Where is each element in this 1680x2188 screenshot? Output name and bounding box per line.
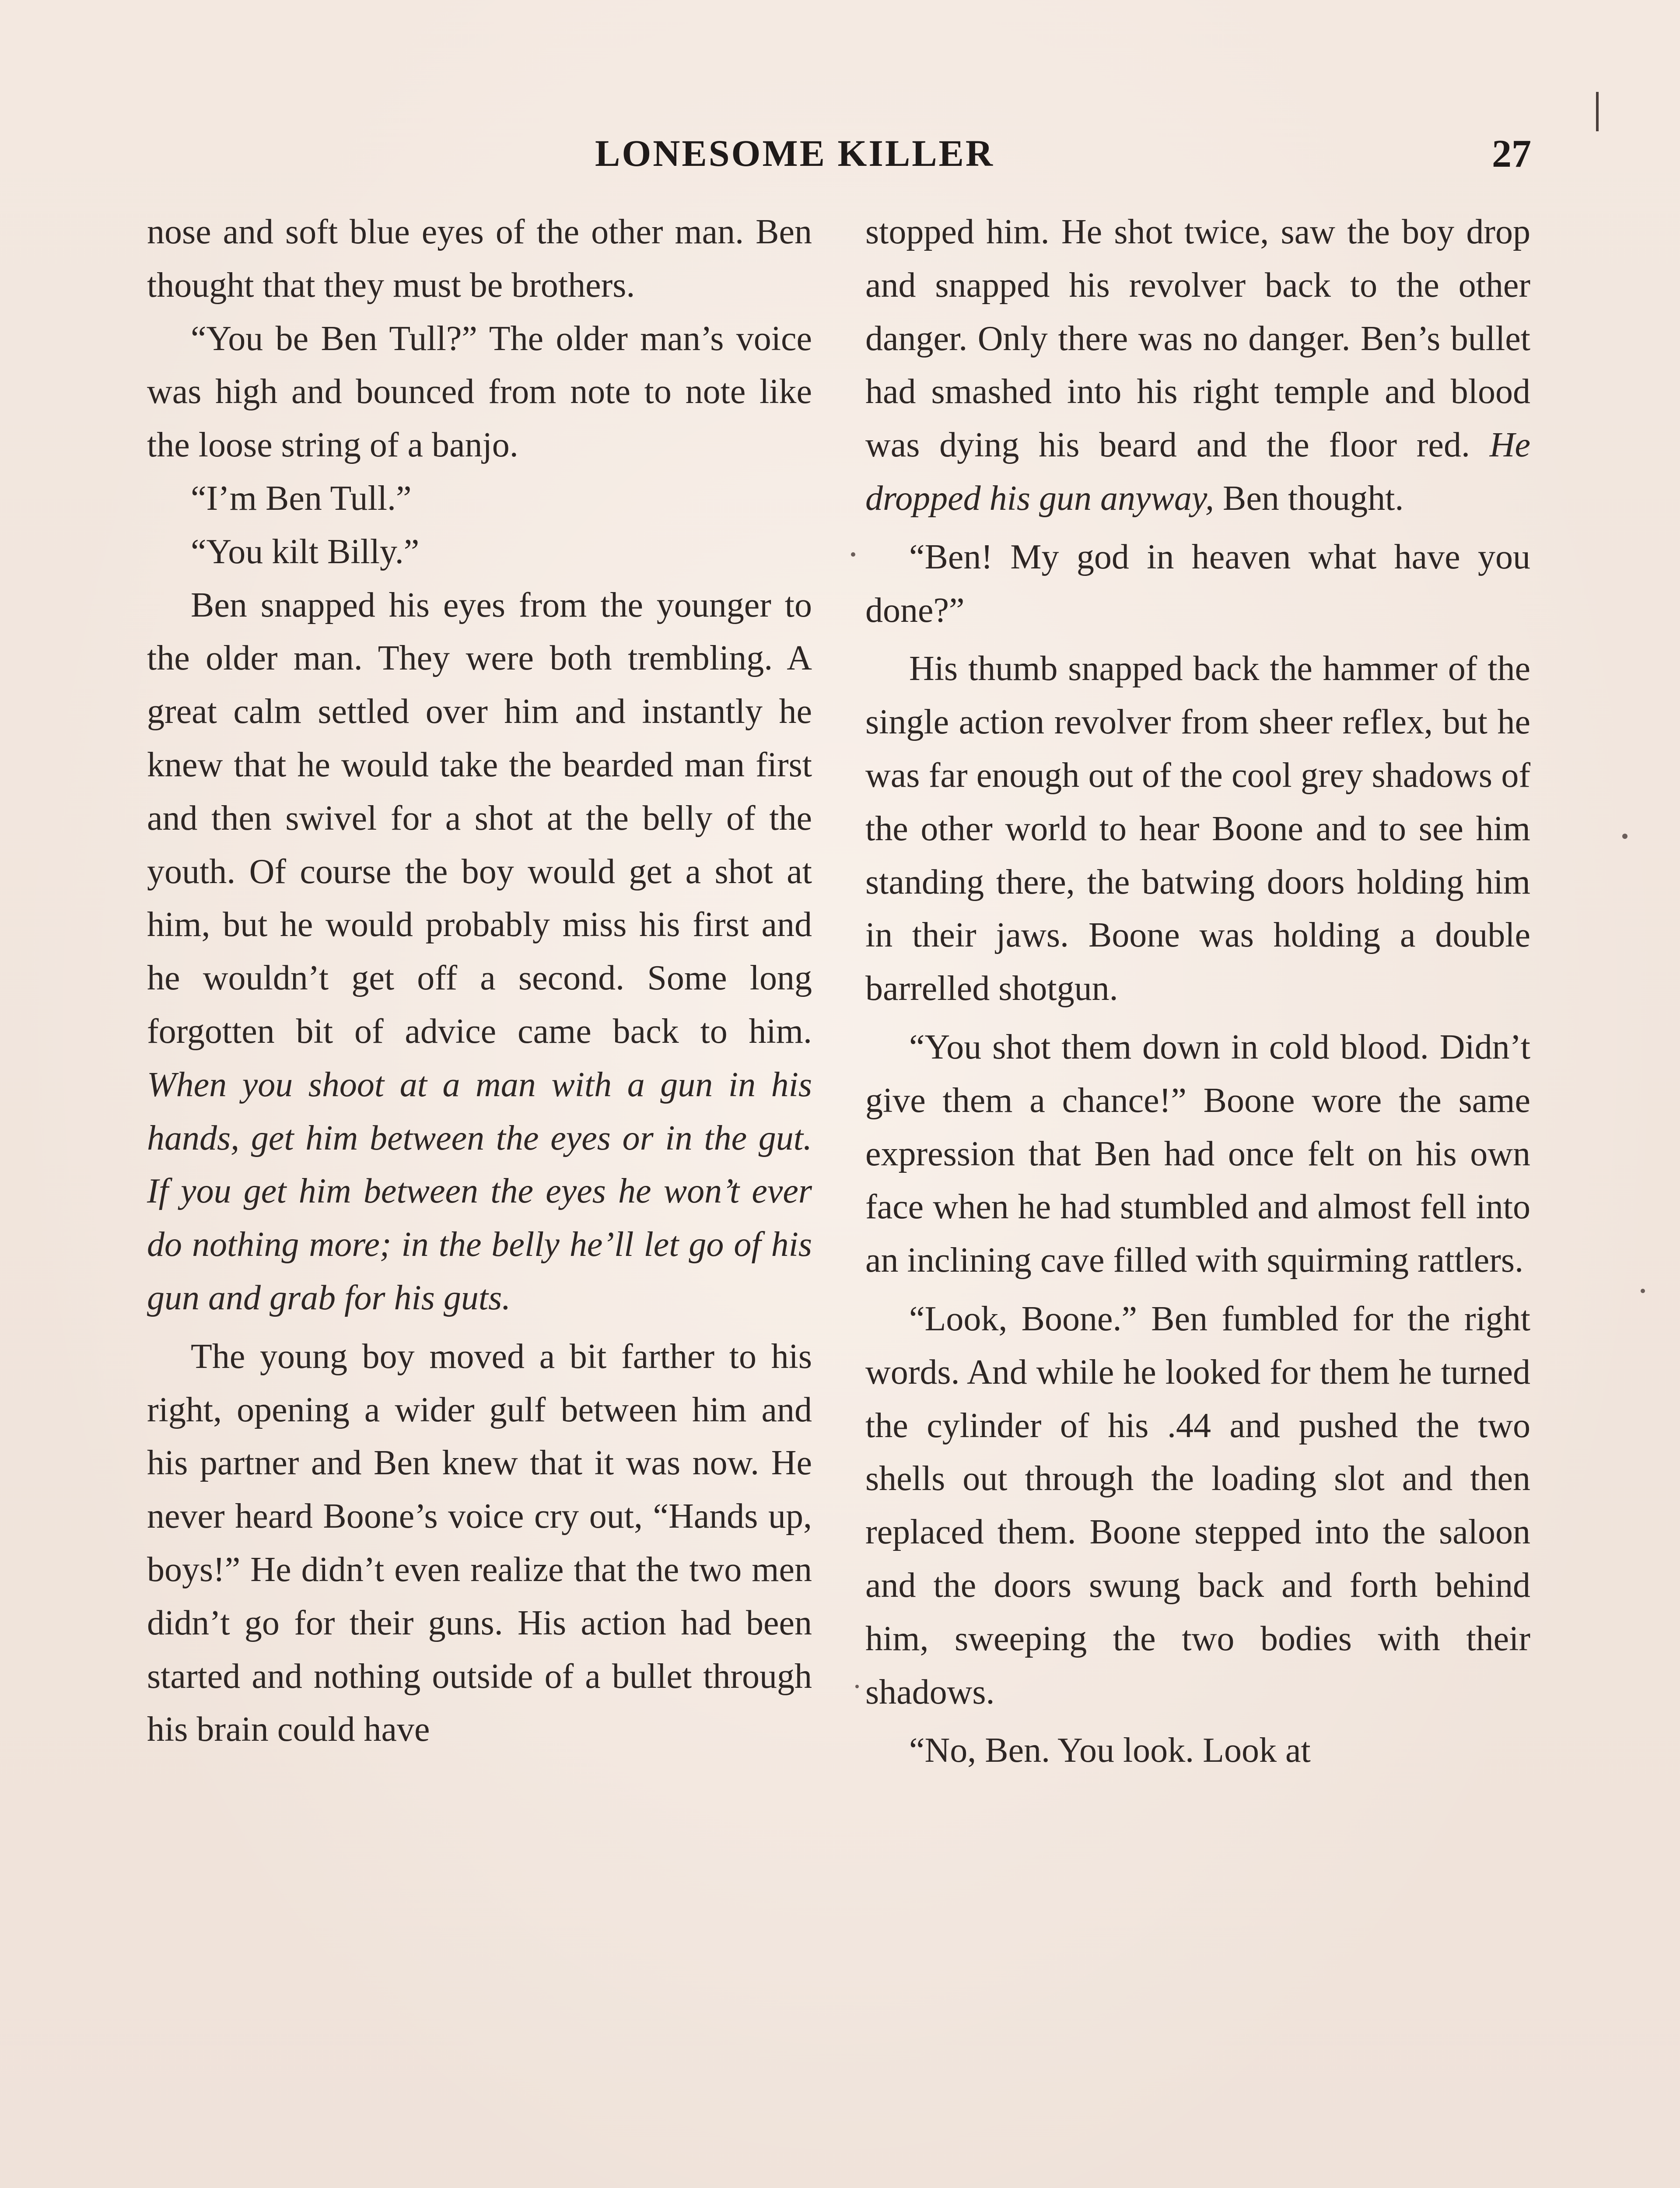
print-speck xyxy=(1622,834,1628,839)
paragraph: “I’m Ben Tull.” xyxy=(191,479,412,518)
paragraph: “No, Ben. You look. Look at xyxy=(909,1731,1311,1770)
paragraph-text: Ben snapped his eyes from the younger to the older man. They were both trembling. A great calm settled over him and instantly he knew that he would take the bearded man first and then swivel for a shot at the belly of the youth. Of course the boy would get a shot at him, but he would probably miss his first and he wouldn’t get off a second. Some long forgotten bit of advice came back to him. xyxy=(147,586,812,1051)
paragraph: “You be Ben Tull?” The older man’s voice was high and bounced from note to note like the loose string of a banjo. xyxy=(147,319,812,465)
paragraph: nose and soft blue eyes of the other man. Ben thought that they must be brothers. xyxy=(147,213,812,305)
print-speck xyxy=(855,1685,859,1688)
running-title: LONESOME KILLER xyxy=(595,132,995,174)
scan-edge-mark xyxy=(1596,92,1599,131)
paragraph: His thumb snapped back the hammer of the single action revolver from sheer reflex, but he was far enough out of the cool grey shadows of the other world to hear Boone and to see him standing there, the batwing doors holding him in their jaws. Boone was holding a double barrelled shotgun. xyxy=(865,649,1530,1008)
paragraph-text: stopped him. He shot twice, saw the boy drop and snapped his revolver back to the other danger. Only there was no danger. Ben’s bullet had smashed into his right temple and blood was dying his beard and the floor red. xyxy=(865,213,1530,465)
left-column xyxy=(147,206,812,1757)
paragraph-text-end: Ben thought. xyxy=(1223,479,1404,518)
paragraph: “Ben! My god in heaven what have you done?” xyxy=(865,537,1530,630)
page-header xyxy=(149,131,1531,188)
paragraph: The young boy moved a bit farther to his right, opening a wider gulf between him and his partner and Ben knew that it was now. He never heard Boone’s voice cry out, “Hands up, boys!” He didn’t even realize that the two men didn’t go for their guns. His action had been started and nothing outside of a bullet through his brain could have xyxy=(147,1337,812,1749)
paragraph: “You shot them down in cold blood. Didn’t give them a chance!” Boone wore the same expression that Ben had once felt on his own face when he had stumbled and almost fell into an inclining cave filled with squirming rattlers. xyxy=(865,1027,1530,1280)
page-number: 27 xyxy=(1492,132,1531,175)
print-speck xyxy=(1641,1289,1645,1293)
right-column xyxy=(865,206,1530,1778)
paragraph xyxy=(865,206,1530,526)
print-speck xyxy=(851,552,855,557)
italic-passage: He dropped his gun anyway, xyxy=(865,426,1531,518)
paragraph xyxy=(147,579,812,1325)
paragraph: “You kilt Billy.” xyxy=(191,532,420,571)
paragraph: “Look, Boone.” Ben fumbled for the right words. And while he looked for them he turned the cylinder of his .44 and pushed the two shells out through the loading slot and then replaced them. Boone stepped into the saloon and the doors swung back and forth behind him, sweeping the two bodies with their shadows. xyxy=(865,1299,1530,1711)
italic-passage: When you shoot at a man with a gun in his hands, get him between the eyes or in the gut. If you get him between the eyes he won’t ever do nothing more; in the belly he’ll let go of his gun and grab for his guts. xyxy=(147,1065,812,1317)
